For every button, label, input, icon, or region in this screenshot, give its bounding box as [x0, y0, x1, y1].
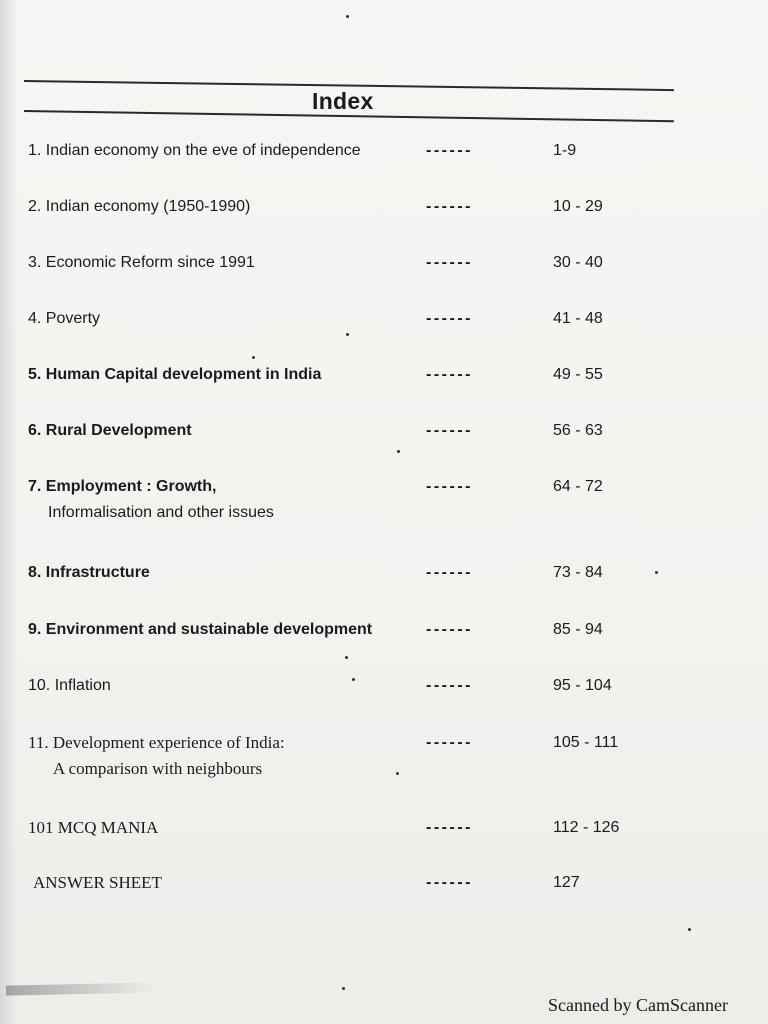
scan-speck [345, 656, 348, 659]
entry-pages: 85 - 94 [553, 621, 603, 638]
scan-speck [688, 928, 691, 931]
entry-leader: ------ [426, 422, 473, 439]
page-edge-shadow [0, 0, 18, 1024]
entry-title: 101 MCQ MANIA [28, 818, 159, 837]
index-entry-3 [28, 249, 718, 289]
scan-speck [397, 450, 400, 453]
entry-pages: 41 - 48 [553, 310, 603, 327]
entry-leader: ------ [426, 677, 473, 694]
scanner-watermark: Scanned by CamScanner [548, 995, 728, 1015]
index-entry-10 [28, 672, 718, 712]
scan-speck [396, 772, 399, 775]
scan-speck [346, 333, 349, 336]
entry-pages: 105 - 111 [553, 734, 619, 751]
index-entry-5 [28, 361, 718, 401]
entry-leader: ------ [426, 310, 473, 327]
index-entry-8 [28, 559, 718, 599]
entry-pages: 95 - 104 [553, 677, 612, 694]
entry-title: 11. Development experience of India: [28, 733, 285, 752]
entry-title: 3. Economic Reform since 1991 [28, 254, 255, 271]
entry-title: 9. Environment and sustainable development [28, 621, 373, 638]
index-entry-2 [28, 193, 718, 233]
entry-title: ANSWER SHEET [33, 873, 162, 892]
entry-leader: ------ [426, 478, 473, 495]
entry-pages: 127 [553, 874, 580, 891]
entry-leader: ------ [426, 621, 473, 638]
entry-pages: 1-9 [553, 142, 577, 159]
index-entry-11 [28, 729, 718, 789]
entry-title-continued: Informalisation and other issues [48, 504, 274, 521]
entry-title: 4. Poverty [28, 310, 101, 327]
entry-pages: 73 - 84 [553, 564, 603, 581]
entry-pages: 10 - 29 [553, 198, 603, 215]
entry-leader: ------ [426, 819, 473, 836]
index-title: Index [312, 88, 374, 114]
entry-leader: ------ [426, 366, 473, 383]
entry-leader: ------ [426, 874, 473, 891]
entry-leader: ------ [426, 142, 473, 159]
index-entry-9 [28, 616, 718, 656]
entry-title: 1. Indian economy on the eve of independence [28, 142, 361, 159]
index-entry-6 [28, 417, 718, 457]
entry-leader: ------ [426, 734, 473, 751]
entry-title: 8. Infrastructure [28, 564, 150, 581]
entry-title-continued: A comparison with neighbours [53, 759, 263, 778]
index-entry-answer-sheet [33, 869, 723, 909]
scan-speck [352, 678, 355, 681]
index-entry-mcq [28, 814, 718, 854]
scan-speck [252, 356, 255, 359]
index-entry-1 [28, 137, 718, 177]
entry-title: 10. Inflation [28, 677, 111, 694]
entry-title: 2. Indian economy (1950-1990) [28, 198, 251, 215]
entry-pages: 49 - 55 [553, 366, 603, 383]
entry-pages: 56 - 63 [553, 422, 603, 439]
scan-speck [342, 987, 345, 990]
entry-title: 6. Rural Development [28, 422, 192, 439]
entry-title: 5. Human Capital development in India [28, 366, 322, 383]
entry-pages: 64 - 72 [553, 478, 603, 495]
entry-leader: ------ [426, 198, 473, 215]
scan-speck [655, 571, 658, 574]
entry-title: 7. Employment : Growth, [28, 478, 217, 495]
scan-speck [346, 15, 349, 18]
entry-pages: 112 - 126 [553, 819, 620, 836]
index-entry-7 [28, 473, 718, 533]
entry-pages: 30 - 40 [553, 254, 603, 271]
entry-leader: ------ [426, 254, 473, 271]
index-entry-4 [28, 305, 718, 345]
entry-leader: ------ [426, 564, 473, 581]
